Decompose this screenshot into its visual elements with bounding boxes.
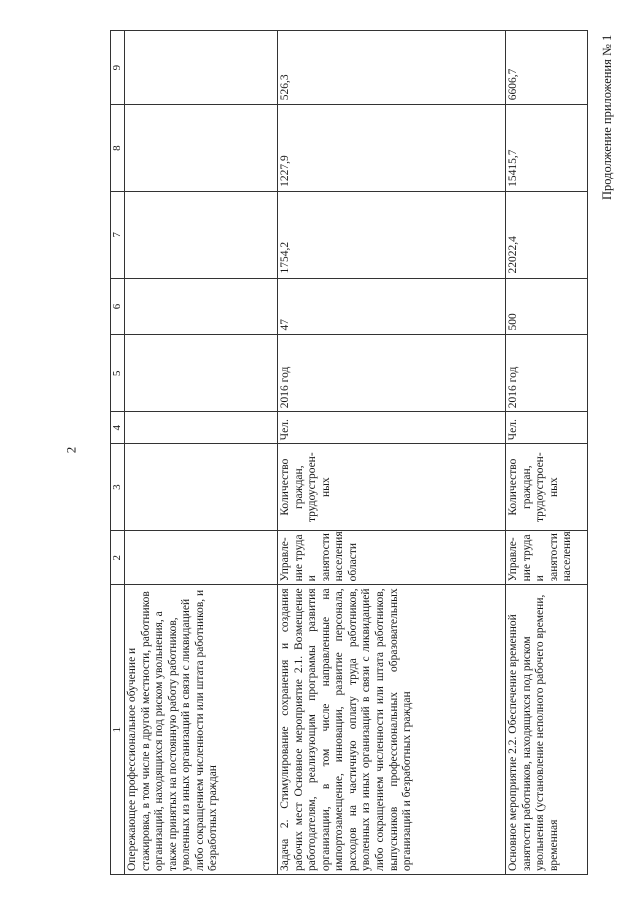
header-cell: 9 — [111, 31, 125, 105]
executor-cell: Управле-ние труда и занятости населения — [506, 530, 588, 584]
continuation-label: Продолжение приложения № 1 — [600, 34, 614, 200]
executor-cell — [125, 530, 278, 584]
unit-cell: Чел. — [278, 412, 506, 444]
indicator-cell: Количество граждан, трудоустроен-ных — [278, 444, 506, 531]
rotated-table-sheet — [110, 0, 586, 875]
header-cell: 3 — [111, 444, 125, 531]
program-table — [110, 30, 588, 875]
total-cell: 22022,4 — [506, 191, 588, 278]
table-row — [278, 31, 506, 875]
table-row — [125, 31, 278, 875]
federal-cell: 1227,9 — [278, 105, 506, 192]
quantity-cell: 47 — [278, 278, 506, 335]
total-cell: 1754,2 — [278, 191, 506, 278]
total-cell — [125, 191, 278, 278]
header-cell: 7 — [111, 191, 125, 278]
regional-cell — [125, 31, 278, 105]
regional-cell: 526,3 — [278, 31, 506, 105]
activity-description: Опережающее профессиональное обучение и стажировка, в том числе в другой местности, работников организаций, находящихся под риском увольнения, а также принятых на постоянную работу работников, уволенных из иных организаций в связи с ликвидацией либо сокращением численности или штата работников, и безработных граждан — [125, 585, 278, 875]
table-row — [506, 31, 588, 875]
page-number: 2 — [63, 446, 79, 454]
unit-cell — [125, 412, 278, 444]
period-cell: 2016 год — [278, 335, 506, 412]
header-cell: 1 — [111, 585, 125, 875]
header-cell: 2 — [111, 530, 125, 584]
header-cell: 4 — [111, 412, 125, 444]
federal-cell: 15415,7 — [506, 105, 588, 192]
executor-cell: Управле-ние труда и занятости населения области — [278, 530, 506, 584]
header-row — [111, 31, 125, 875]
header-cell: 6 — [111, 278, 125, 335]
indicator-cell: Количество граждан, трудоустроен-ных — [506, 444, 588, 531]
quantity-cell — [125, 278, 278, 335]
quantity-cell: 500 — [506, 278, 588, 335]
header-cell: 5 — [111, 335, 125, 412]
period-cell — [125, 335, 278, 412]
indicator-cell — [125, 444, 278, 531]
header-cell: 8 — [111, 105, 125, 192]
unit-cell: Чел. — [506, 412, 588, 444]
activity-description: Основное мероприятие 2.2. Обеспечение временной занятости работников, находящихся под риском увольнения (установление неполного рабочего времени, временная — [506, 585, 588, 875]
federal-cell — [125, 105, 278, 192]
activity-description: Задача 2. Стимулирование сохранения и создания рабочих мест Основное мероприятие 2.1. Возмещение работодателям, реализующим программы развития организации, в том числе направленные на импортозамещение, инновации, развитие персонала, расходов на частичную оплату труда работников, уволенных из иных организаций в связи с ликвидацией либо сокращением численности или штата работников, выпускников профессиональных образовательных организаций и безработных граждан — [278, 585, 506, 875]
regional-cell: 6606,7 — [506, 31, 588, 105]
period-cell: 2016 год — [506, 335, 588, 412]
